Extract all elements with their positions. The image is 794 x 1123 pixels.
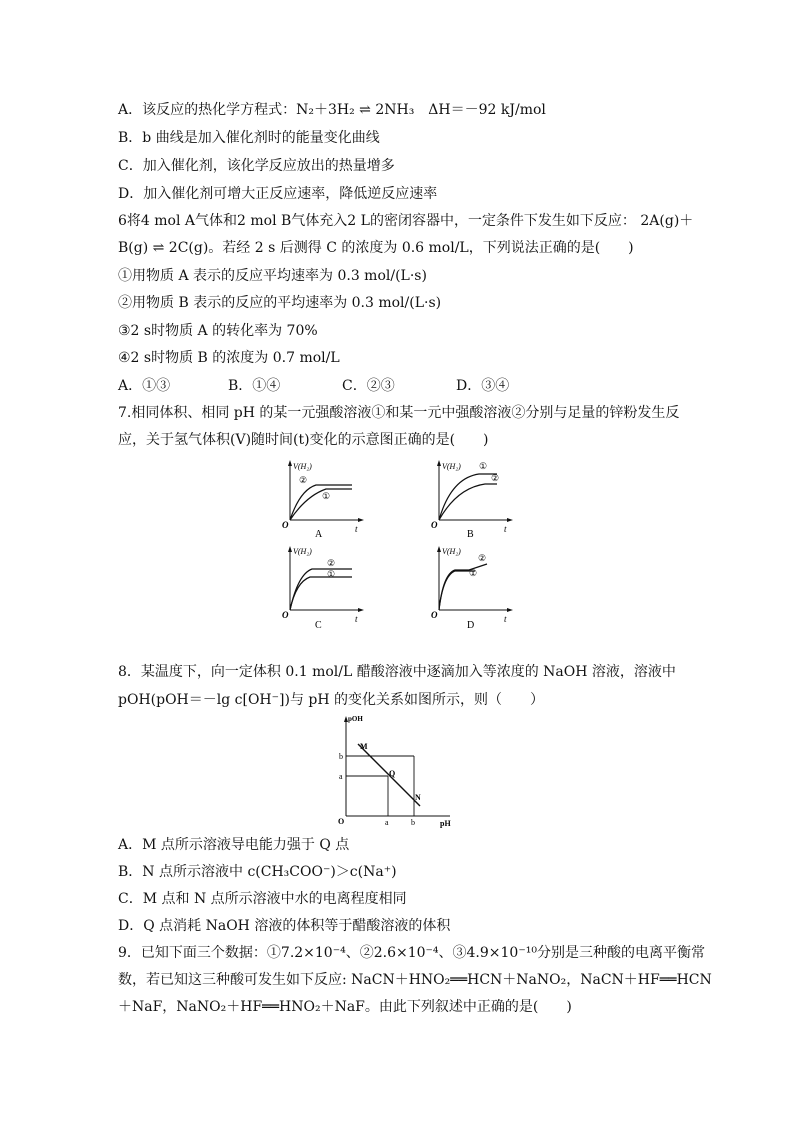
q7c-caption: C (315, 620, 322, 630)
q6-option-a: A．①③ (118, 378, 171, 394)
q6-option-d: D．③④ (456, 378, 510, 394)
q7-graph-c (278, 544, 368, 630)
q9-stem-line-1: 9．已知下面三个数据：①7.2×10⁻⁴、②2.6×10⁻⁴、③4.9×10⁻¹⁰分别是三种酸的电离平衡常 (118, 945, 705, 961)
q8-option-a: A．M 点所示溶液导电能力强于 Q 点 (118, 837, 350, 853)
q8-point-n: N (415, 793, 421, 802)
q8-y-tick-a: a (339, 772, 343, 781)
q5-option-a: A．该反应的热化学方程式：N₂＋3H₂ ⇌ 2NH₃ ΔH＝－92 kJ/mol (118, 102, 546, 118)
q9-stem-line-3: ＋NaF，NaNO₂＋HF══HNO₂＋NaF。由此下列叙述中正确的是( ) (118, 999, 572, 1015)
q8-point-q: Q (389, 769, 396, 778)
q8-stem-line-2: pOH(pOH＝－lg c[OH⁻])与 pH 的变化关系如图所示，则（ ） (118, 692, 545, 708)
q6-item-1: ①用物质 A 表示的反应平均速率为 0.3 mol/(L·s) (118, 268, 427, 284)
q8-stem-line-1: 8．某温度下，向一定体积 0.1 mol/L 醋酸溶液中逐滴加入等浓度的 NaOH 溶液，溶液中 (118, 664, 676, 680)
q6-item-4: ④2 s时物质 B 的浓度为 0.7 mol/L (118, 350, 340, 366)
q7d-y-label: V(H₂) (442, 547, 461, 556)
q8-option-d: D．Q 点消耗 NaOH 溶液的体积等于醋酸溶液的体积 (118, 918, 451, 934)
q8-option-c: C．M 点和 N 点所示溶液中水的电离程度相同 (118, 891, 407, 907)
q7c-curve-2-label: ② (327, 558, 336, 568)
q8-x-tick-a: a (385, 818, 389, 827)
q7d-curve-2-label: ② (478, 553, 487, 563)
q6-stem-line-2: B(g) ⇌ 2C(g)。若经 2 s 后测得 C 的浓度为 0.6 mol/L，下列说法正确的是( ) (118, 240, 634, 256)
q6-item-3: ③2 s时物质 A 的转化率为 70% (118, 323, 318, 339)
q8-x-tick-b: b (411, 818, 415, 827)
q7c-curve-2 (290, 569, 352, 610)
q7a-x-label: t (355, 524, 358, 534)
q7-stem-line-1: 7.相同体积、相同 pH 的某一元强酸溶液①和某一元中强酸溶液②分别与足量的锌粉发生反 (118, 405, 680, 421)
q8-graph (336, 712, 460, 830)
q5-option-c: C．加入催化剂，该化学反应放出的热量增多 (118, 158, 395, 174)
q5-option-b: B．b 曲线是加入催化剂时的能量变化曲线 (118, 130, 380, 146)
q8-y-label: pOH (348, 715, 363, 723)
q7b-curve-1-label: ① (479, 461, 488, 471)
q8-origin: O (338, 817, 345, 826)
q7a-caption: A (315, 529, 323, 540)
q7c-x-label: t (355, 614, 358, 624)
q6-stem-line-1: 6将4 mol A气体和2 mol B气体充入2 L的密闭容器中，一定条件下发生如下反应： 2A(g)＋ (118, 213, 694, 229)
q7a-curve-2-label: ② (299, 475, 308, 485)
q7a-curve-1 (290, 489, 352, 520)
q5-option-d: D．加入催化剂可增大正反应速率，降低逆反应速率 (118, 186, 438, 202)
q7d-origin: O (431, 610, 438, 620)
q7b-curve-2 (439, 484, 497, 520)
q7d-caption: D (467, 620, 475, 630)
q7b-x-label: t (504, 524, 507, 534)
q7a-y-label: V(H₂) (293, 462, 312, 471)
q7-graph-a (278, 458, 368, 540)
q8-x-label: pH (440, 819, 451, 828)
q7-graph-b (427, 458, 517, 540)
q7a-origin: O (282, 520, 289, 530)
q8-point-m: M (360, 742, 368, 751)
q7b-origin: O (431, 520, 438, 530)
q7d-x-label: t (504, 614, 507, 624)
q7b-curve-2-label: ② (491, 473, 500, 483)
q7c-y-label: V(H₂) (293, 547, 312, 556)
q7b-caption: B (467, 529, 474, 540)
q6-item-2: ②用物质 B 表示的反应的平均速率为 0.3 mol/(L·s) (118, 295, 442, 311)
q8-y-tick-b: b (339, 752, 343, 761)
q7-graph-d (427, 544, 517, 630)
q6-option-b: B．①④ (228, 378, 281, 394)
q7c-origin: O (282, 610, 289, 620)
q7a-curve-2 (290, 485, 352, 520)
q7b-y-label: V(H₂) (442, 462, 461, 471)
q7a-curve-1-label: ① (322, 491, 331, 501)
q7-stem-line-2: 应，关于氢气体积(V)随时间(t)变化的示意图正确的是( ) (118, 432, 489, 448)
q9-stem-line-2: 数，若已知这三种酸可发生如下反应: NaCN＋HNO₂══HCN＋NaNO₂，NaCN＋HF══HCN (118, 972, 712, 988)
q6-option-c: C．②③ (342, 378, 395, 394)
q7b-curve-1 (439, 473, 500, 520)
q7c-curve-1-label: ① (327, 569, 336, 579)
q8-option-b: B．N 点所示溶液中 c(CH₃COO⁻)＞c(Na⁺) (118, 864, 397, 880)
q7d-curve-1-label: ① (469, 568, 478, 578)
